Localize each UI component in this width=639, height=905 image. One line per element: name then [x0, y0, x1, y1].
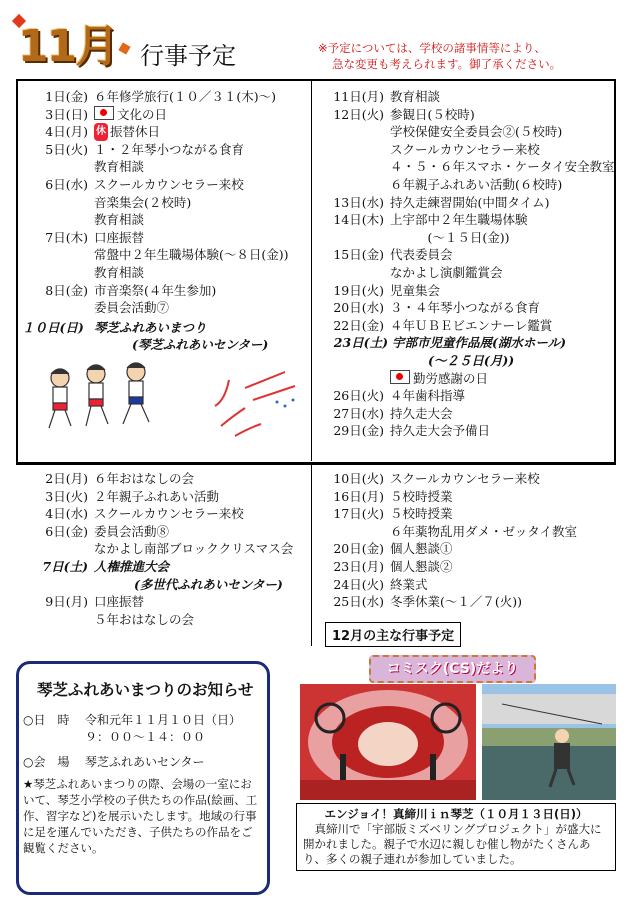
- event-place: (多世代ふれあいセンター): [134, 576, 283, 592]
- schedule-row: [318, 211, 614, 229]
- row-date: [22, 540, 94, 558]
- row-date: 3日(火): [45, 488, 88, 504]
- november-left-column: [22, 88, 312, 354]
- row-text: 教育相談: [94, 159, 145, 175]
- event-date: 7日(土): [42, 558, 88, 574]
- festival-event: [22, 319, 312, 337]
- schedule-row: [318, 299, 614, 317]
- row-date: 20日(水): [333, 300, 384, 316]
- row-date: [318, 523, 390, 541]
- row-text: スクールカウンセラー来校: [94, 506, 244, 522]
- human-rights-event: [22, 558, 312, 576]
- cs-caption: [296, 803, 616, 871]
- schedule-row: [318, 176, 614, 194]
- festival-body: ★琴芝ふれあいまつりの際、会場の一室において、琴芝小学校の子供たちの作品(絵画、工作、習字など)を展示いたします。地域の行事に足を運んでいただき、子供たちの作品をご観覧ください。: [23, 777, 258, 855]
- row-text: ２年親子ふれあい活動: [94, 488, 220, 504]
- row-date: 1日(金): [45, 89, 88, 104]
- exhibition-event: [318, 334, 614, 352]
- row-text: 学校保健安全委員会②(５校時): [390, 124, 563, 140]
- row-text: 市音楽祭(４年生参加): [94, 282, 217, 298]
- row-text: 委員会活動⑦: [94, 300, 170, 316]
- caption-title: エンジョイ！真締川ｉｎ琴芝（１０月１３日(日)）: [324, 807, 588, 821]
- row-text: 個人懇談②: [390, 558, 453, 574]
- place-value: 琴芝ふれあいセンター: [85, 755, 205, 769]
- schedule-row: [22, 229, 312, 247]
- schedule-row: [318, 317, 614, 335]
- row-text: ３・４年琴小つながる食育: [390, 300, 541, 316]
- schedule-row: [318, 158, 614, 176]
- row-date: 23日(月): [333, 558, 384, 574]
- schedule-row: [318, 576, 614, 594]
- schedule-row: [22, 123, 312, 141]
- schedule-row: [22, 246, 312, 264]
- schedule-row: [22, 540, 312, 558]
- schedule-row: [22, 299, 312, 317]
- row-text: (～１５日(金)): [390, 229, 510, 245]
- row-date: [22, 211, 94, 229]
- row-date: [22, 299, 94, 317]
- event-title: 人権推進大会: [94, 558, 170, 574]
- row-text: ５校時授業: [390, 506, 453, 522]
- schedule-row: [318, 229, 614, 247]
- row-date: [318, 264, 390, 282]
- row-text: 教育相談: [94, 212, 145, 228]
- schedule-row: [22, 176, 312, 194]
- row-date: [22, 611, 94, 629]
- schedule-row: [22, 470, 312, 488]
- schedule-row: [22, 523, 312, 541]
- japan-flag-icon: [94, 106, 114, 120]
- row-text: 上宇部中２年生職場体験: [390, 212, 528, 228]
- row-date: [318, 229, 390, 247]
- holiday-badge: 休: [94, 123, 108, 141]
- schedule-row: [22, 106, 312, 124]
- row-text: 音楽集会(２校時): [94, 194, 192, 210]
- december-left-column: [22, 470, 312, 628]
- notice-line-2: 急な変更も考えられます。御了承ください。: [332, 57, 562, 71]
- row-text: 代表委員会: [390, 247, 453, 263]
- row-text: 個人懇談①: [390, 541, 453, 557]
- cs-newsletter-title: コミスク(CS)だより: [369, 655, 536, 683]
- row-text: スクールカウンセラー来校: [390, 141, 540, 157]
- row-date: [318, 176, 390, 194]
- row-text: ５年おはなしの会: [94, 611, 195, 627]
- row-text: 常盤中２年生職場体験(～８日(金)): [94, 247, 289, 263]
- mizubering-photo-right: [482, 684, 616, 800]
- row-text: なかよし演劇鑑賞会: [390, 264, 503, 280]
- place-label: ○会 場: [23, 755, 70, 769]
- festival-heading: 琴芝ふれあいまつりのお知らせ: [37, 681, 254, 699]
- event-place: (琴芝ふれあいセンター): [132, 337, 269, 353]
- row-text: ４年歯科指導: [390, 388, 466, 404]
- row-date: 10日(火): [333, 471, 384, 486]
- schedule-row: [22, 593, 312, 611]
- row-date: [318, 158, 390, 176]
- schedule-row: [22, 194, 312, 212]
- row-date: 9日(月): [45, 594, 88, 610]
- row-text: 持久走大会予備日: [390, 423, 491, 439]
- date-label: ○日 時: [23, 713, 70, 727]
- row-text: ６年修学旅行(１０／３１(木)～): [94, 89, 277, 104]
- row-date: [318, 141, 390, 159]
- row-text: 児童集会: [390, 282, 441, 298]
- december-right-column: [318, 470, 614, 611]
- row-text: 振替休日: [110, 124, 161, 140]
- schedule-row: [318, 405, 614, 423]
- row-date: [22, 194, 94, 212]
- row-date: 13日(水): [333, 194, 384, 210]
- row-text: なかよし南部ブロッククリスマス会: [94, 541, 294, 557]
- schedule-row: [22, 264, 312, 282]
- notice-line-1: ※予定については、学校の諸事情等により、: [318, 41, 546, 55]
- holiday-name: 勤労感謝の日: [413, 370, 489, 386]
- row-date: 6日(金): [45, 523, 88, 539]
- row-date: 6日(水): [45, 176, 88, 192]
- schedule-row: [22, 88, 312, 106]
- schedule-row: [22, 611, 312, 629]
- schedule-row: [318, 505, 614, 523]
- row-date: 5日(火): [45, 141, 88, 157]
- running-children-illustration: [38, 360, 168, 440]
- row-date: 3日(日): [45, 106, 88, 122]
- event-title: 宇部市児童作品展(湖水ホール): [392, 335, 567, 351]
- schedule-row: [318, 282, 614, 300]
- row-date: 24日(火): [333, 576, 384, 592]
- schedule-row: [318, 88, 614, 106]
- row-date: 17日(火): [333, 506, 384, 522]
- schedule-row: [22, 488, 312, 506]
- row-date: [22, 158, 94, 176]
- notice: [318, 40, 618, 72]
- caption-body: 真締川で「宇部版ミズベリングプロジェクト」が盛大に開かれました。親子で水辺に親しむ催し物がたくさんあり、多くの親子連れが参加していました。: [303, 822, 602, 866]
- schedule-row: [318, 422, 614, 440]
- row-text: ４・５・６年スマホ・ケータイ安全教室: [390, 159, 615, 175]
- row-date: 15日(金): [333, 247, 384, 263]
- row-date: 16日(月): [333, 488, 384, 504]
- row-text: 冬季休業(～１／７(火)): [390, 594, 523, 610]
- row-date: 22日(金): [333, 317, 384, 333]
- row-date: [318, 123, 390, 141]
- row-text: ５校時授業: [390, 488, 453, 504]
- schedule-row: [318, 523, 614, 541]
- row-text: ４年ＵＢＥビエンナーレ鑑賞: [390, 317, 553, 333]
- schedule-row: [22, 505, 312, 523]
- festival-info-box: [16, 661, 270, 895]
- row-text: 文化の日: [117, 106, 168, 122]
- schedule-row: [318, 141, 614, 159]
- row-date: 20日(金): [333, 541, 384, 557]
- schedule-row: [318, 194, 614, 212]
- row-text: 教育相談: [94, 264, 145, 280]
- schedule-row: [22, 282, 312, 300]
- row-date: 14日(木): [333, 212, 384, 228]
- row-date: 25日(水): [333, 594, 384, 610]
- row-date: 27日(水): [333, 405, 384, 421]
- row-date: 7日(木): [45, 229, 88, 245]
- schedule-row: [318, 123, 614, 141]
- schedule-row: [318, 540, 614, 558]
- schedule-row: [318, 593, 614, 611]
- row-date: 29日(金): [333, 423, 384, 439]
- schedule-row: [22, 141, 312, 159]
- schedule-row: [318, 264, 614, 282]
- row-text: 持久走大会: [390, 405, 453, 421]
- schedule-row: [318, 470, 614, 488]
- row-text: 持久走練習開始(中間タイム): [390, 194, 550, 210]
- row-text: スクールカウンセラー来校: [390, 471, 540, 486]
- schedule-row: [22, 211, 312, 229]
- schedule-row: [318, 558, 614, 576]
- schedule-row: [318, 387, 614, 405]
- row-date: 19日(火): [333, 282, 384, 298]
- schedule-row: [318, 106, 614, 124]
- section-divider: [16, 462, 614, 463]
- row-date: [22, 264, 94, 282]
- row-text: 口座振替: [94, 594, 145, 610]
- row-date: 11日(月): [333, 89, 384, 104]
- december-label: 12月の主な行事予定: [325, 622, 461, 647]
- schedule-row: [22, 158, 312, 176]
- row-text: 委員会活動⑧: [94, 523, 170, 539]
- schedule-row: [318, 488, 614, 506]
- row-text: 参観日(５校時): [390, 106, 475, 122]
- maple-leaf-icon: [118, 42, 130, 54]
- event-date: 23日(土): [333, 335, 388, 351]
- date-value: 令和元年１１月１０日（日）: [85, 713, 242, 727]
- row-text: ６年親子ふれあい活動(６校時): [390, 176, 563, 192]
- row-text: スクールカウンセラー来校: [94, 176, 244, 192]
- row-text: ６年おはなしの会: [94, 471, 195, 486]
- row-date: 4日(水): [45, 506, 88, 522]
- event-sub: (～２５日(月)): [428, 352, 515, 368]
- mizubering-photo-left: [300, 684, 476, 800]
- november-right-column: [318, 88, 614, 440]
- row-text: 終業式: [390, 576, 428, 592]
- schedule-row: [318, 246, 614, 264]
- event-date: １０日(日): [22, 319, 84, 335]
- event-title: 琴芝ふれあいまつり: [94, 319, 207, 335]
- page-title: 行事予定: [140, 42, 236, 70]
- row-date: 8日(金): [45, 282, 88, 298]
- dragonfly-illustration: [205, 366, 305, 446]
- row-text: 教育相談: [390, 89, 441, 104]
- row-date: 26日(火): [333, 388, 384, 404]
- row-text: １・２年琴小つながる食育: [94, 141, 245, 157]
- row-text: ６年薬物乱用ダメ・ゼッタイ教室: [390, 523, 578, 539]
- row-date: 2日(月): [45, 471, 88, 486]
- row-date: 12日(火): [333, 106, 384, 122]
- month-number: 11月: [18, 21, 118, 72]
- japan-flag-icon: [390, 370, 410, 384]
- row-date: 4日(月): [45, 124, 88, 140]
- row-text: 口座振替: [94, 229, 145, 245]
- row-date: [22, 246, 94, 264]
- time-value: ９：００～１４：００: [85, 730, 206, 744]
